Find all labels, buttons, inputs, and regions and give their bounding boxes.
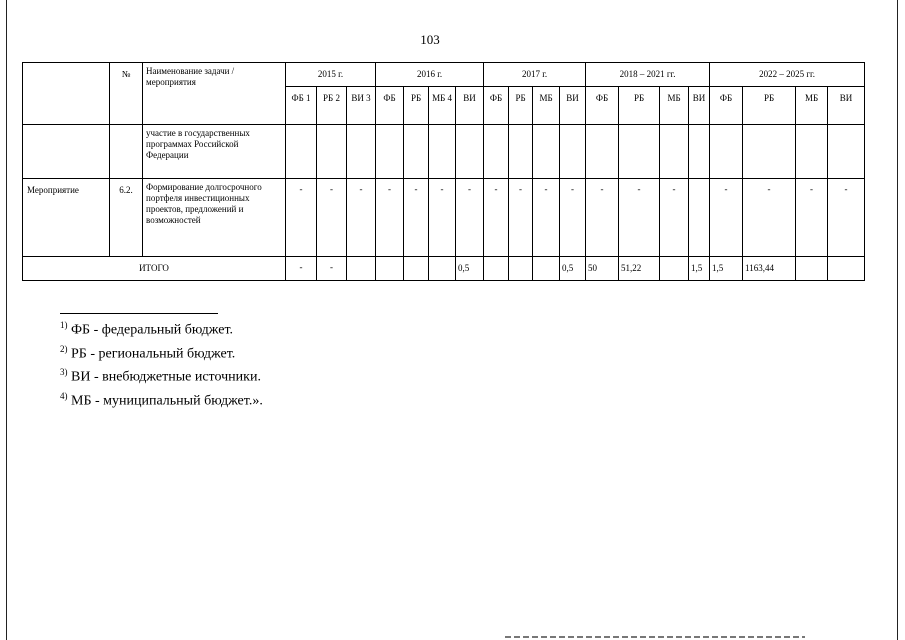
budget-subheader: ФБ 1 [286, 87, 317, 125]
value-cell: - [317, 179, 347, 257]
value-cell [376, 125, 404, 179]
budget-subheader: МБ [533, 87, 560, 125]
budget-subheader: ВИ [456, 87, 484, 125]
total-cell [376, 257, 404, 281]
value-cell: - [509, 179, 533, 257]
value-cell: - [743, 179, 796, 257]
budget-subheader: ФБ [376, 87, 404, 125]
value-cell: - [484, 179, 509, 257]
budget-subheader: ВИ [828, 87, 865, 125]
year-header: 2018 – 2021 гг. [586, 63, 710, 87]
total-cell [828, 257, 865, 281]
budget-subheader: РБ 2 [317, 87, 347, 125]
row-type: Мероприятие [23, 179, 110, 257]
value-cell: - [560, 179, 586, 257]
total-cell: 51,22 [619, 257, 660, 281]
footnote [60, 387, 263, 411]
footnotes [60, 316, 263, 411]
value-cell [317, 125, 347, 179]
value-cell: - [660, 179, 689, 257]
value-cell [660, 125, 689, 179]
value-cell [689, 179, 710, 257]
value-cell: - [456, 179, 484, 257]
total-cell: 1163,44 [743, 257, 796, 281]
total-cell [404, 257, 429, 281]
value-cell: - [404, 179, 429, 257]
budget-subheader: ВИ [560, 87, 586, 125]
value-cell: - [286, 179, 317, 257]
value-cell [347, 125, 376, 179]
budget-table [22, 62, 865, 281]
table-row [23, 179, 865, 257]
budget-subheader: ФБ [710, 87, 743, 125]
footnote-text: ФБ - федеральный бюджет. [71, 322, 234, 338]
value-cell [533, 125, 560, 179]
total-cell: - [317, 257, 347, 281]
footnote [60, 340, 263, 364]
total-cell [533, 257, 560, 281]
total-label: ИТОГО [23, 257, 286, 281]
footnote-text: МБ - муниципальный бюджет.». [71, 393, 263, 409]
footnote-separator [60, 313, 218, 314]
budget-subheader: РБ [743, 87, 796, 125]
value-cell: - [586, 179, 619, 257]
budget-subheader: МБ [796, 87, 828, 125]
total-cell: 1,5 [710, 257, 743, 281]
row-type [23, 125, 110, 179]
value-cell [828, 125, 865, 179]
value-cell [484, 125, 509, 179]
header-name: Наименование задачи / мероприятия [143, 63, 286, 125]
year-header: 2022 – 2025 гг. [710, 63, 865, 87]
value-cell [456, 125, 484, 179]
total-cell [660, 257, 689, 281]
scan-artifact [505, 636, 805, 638]
row-number: 6.2. [110, 179, 143, 257]
value-cell: - [828, 179, 865, 257]
value-cell: - [347, 179, 376, 257]
footnote-mark: 4) [60, 390, 68, 401]
value-cell [429, 125, 456, 179]
header-number: № [110, 63, 143, 125]
value-cell [743, 125, 796, 179]
value-cell: - [533, 179, 560, 257]
value-cell [560, 125, 586, 179]
row-number [110, 125, 143, 179]
budget-subheader: ВИ 3 [347, 87, 376, 125]
year-header: 2016 г. [376, 63, 484, 87]
table-row [23, 125, 865, 179]
page-number: 103 [420, 32, 440, 47]
footnote-mark: 3) [60, 367, 68, 378]
budget-subheader: РБ [509, 87, 533, 125]
total-cell [429, 257, 456, 281]
value-cell [689, 125, 710, 179]
total-cell [509, 257, 533, 281]
budget-subheader: ВИ [689, 87, 710, 125]
value-cell [619, 125, 660, 179]
year-header: 2015 г. [286, 63, 376, 87]
budget-subheader: ФБ [484, 87, 509, 125]
value-cell [796, 125, 828, 179]
header-type-cell [23, 63, 110, 125]
budget-subheader: РБ [404, 87, 429, 125]
total-cell: 0,5 [560, 257, 586, 281]
footnote-text: РБ - региональный бюджет. [71, 346, 236, 362]
total-cell: - [286, 257, 317, 281]
value-cell [286, 125, 317, 179]
budget-subheader: ФБ [586, 87, 619, 125]
value-cell: - [710, 179, 743, 257]
total-cell [484, 257, 509, 281]
footnote-mark: 2) [60, 343, 68, 354]
total-cell: 50 [586, 257, 619, 281]
total-cell [347, 257, 376, 281]
value-cell [710, 125, 743, 179]
total-cell: 1,5 [689, 257, 710, 281]
total-cell: 0,5 [456, 257, 484, 281]
footnote-mark: 1) [60, 320, 68, 330]
page-border-left [6, 0, 7, 640]
budget-subheader: МБ [660, 87, 689, 125]
value-cell: - [376, 179, 404, 257]
value-cell [509, 125, 533, 179]
row-name: участие в государственных программах Российской Федерации [143, 125, 286, 179]
page-border-right [897, 0, 898, 640]
footnote [60, 316, 263, 340]
budget-subheader: МБ 4 [429, 87, 456, 125]
footnote [60, 363, 263, 387]
value-cell [586, 125, 619, 179]
value-cell: - [429, 179, 456, 257]
budget-subheader: РБ [619, 87, 660, 125]
value-cell: - [796, 179, 828, 257]
total-row [23, 257, 865, 281]
footnote-text: ВИ - внебюджетные источники. [71, 369, 261, 385]
year-header: 2017 г. [484, 63, 586, 87]
value-cell: - [619, 179, 660, 257]
value-cell [404, 125, 429, 179]
row-name: Формирование долгосрочного портфеля инвестиционных проектов, предложений и возможностей [143, 179, 286, 257]
total-cell [796, 257, 828, 281]
